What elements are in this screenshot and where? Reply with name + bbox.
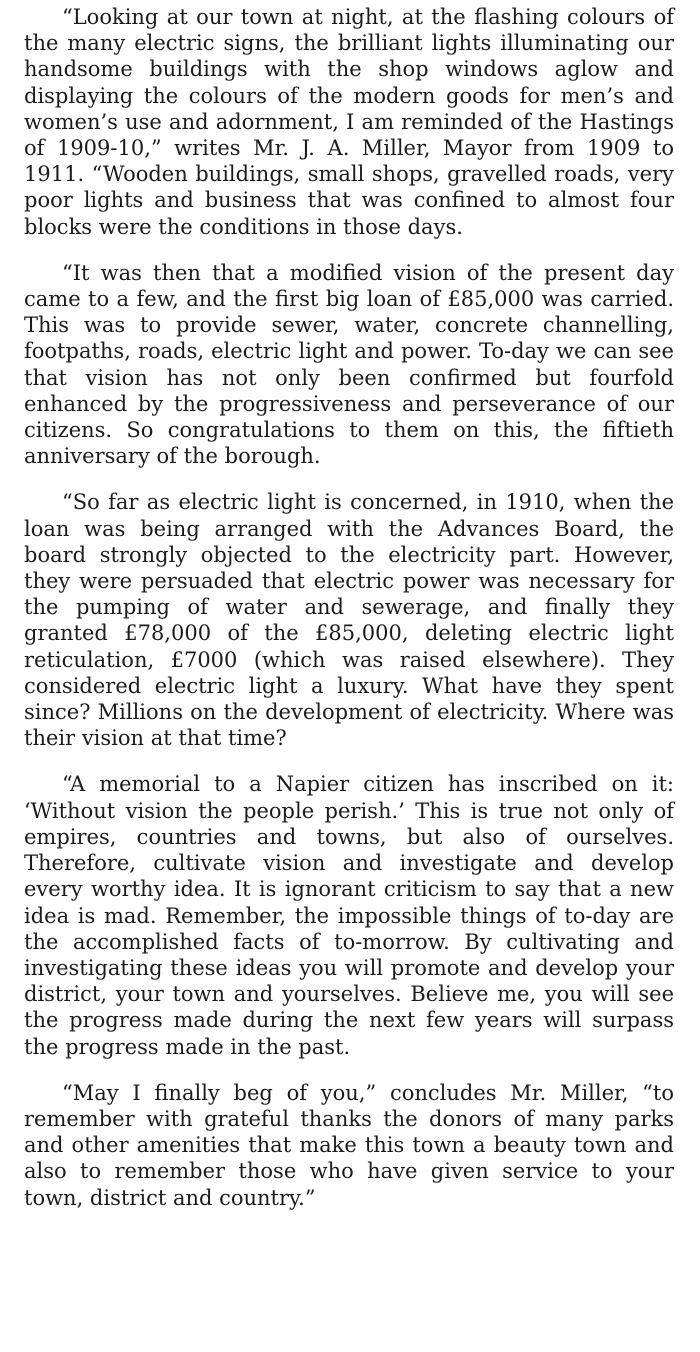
paragraph-first-loan: “It was then that a modified vision of the present day came to a few, and the first big loan of £85,000 was carried. This was to provide sewer, water, concrete channelling, footpaths, roads, electric light and power. To-day we can see that vision has not only been confirmed but fourfold enhanced by the progressiveness and perseverance of our citizens. So congratulations to them on this, the fiftieth anniversary of the borough. (24, 260, 674, 469)
paragraph-conclusion: “May I finally beg of you,” concludes Mr. Miller, “to remember with grateful thanks the donors of many parks and other amenities that make this town a beauty town and also to remember those who have given service to your town, district and country.” (24, 1080, 674, 1210)
paragraph-electric-light: “So far as electric light is concerned, in 1910, when the loan was being arranged with the Advances Board, the board strongly objected to the electricity part. However, they were persuaded that electric power was necessary for the pumping of water and sewerage, and finally they granted £78,000 of the £85,000, deleting electric light reticulation, £7000 (which was raised elsewhere). They considered electric light a luxury. What have they spent since? Millions on the development of electricity. Where was their vision at that time? (24, 490, 674, 751)
paragraph-vision: “A memorial to a Napier citizen has inscribed on it: ‘Without vision the people perish.’ This is true not only of empires, countries and towns, but also of ourselves. Therefore, cultivate vision and investigate and develop every worthy idea. It is ignorant criticism to say that a new idea is mad. Remember, the impossible things of to-day are the accomplished facts of to-morrow. By cultivating and investigating these ideas you will promote and develop your district, your town and yourselves. Believe me, you will see the progress made during the next few years will surpass the progress made in the past. (24, 772, 674, 1059)
paragraph-town-at-night: “Looking at our town at night, at the flashing colours of the many electric signs, the brilliant lights illuminating our handsome buildings with the shop windows aglow and displaying the colours of the modern goods for men’s and women’s use and adornment, I am reminded of the Hastings of 1909-10,” writes Mr. J. A. Miller, Mayor from 1909 to 1911. “Wooden buildings, small shops, gravelled roads, very poor lights and business that was confined to almost four blocks were the conditions in those days. (24, 5, 674, 239)
